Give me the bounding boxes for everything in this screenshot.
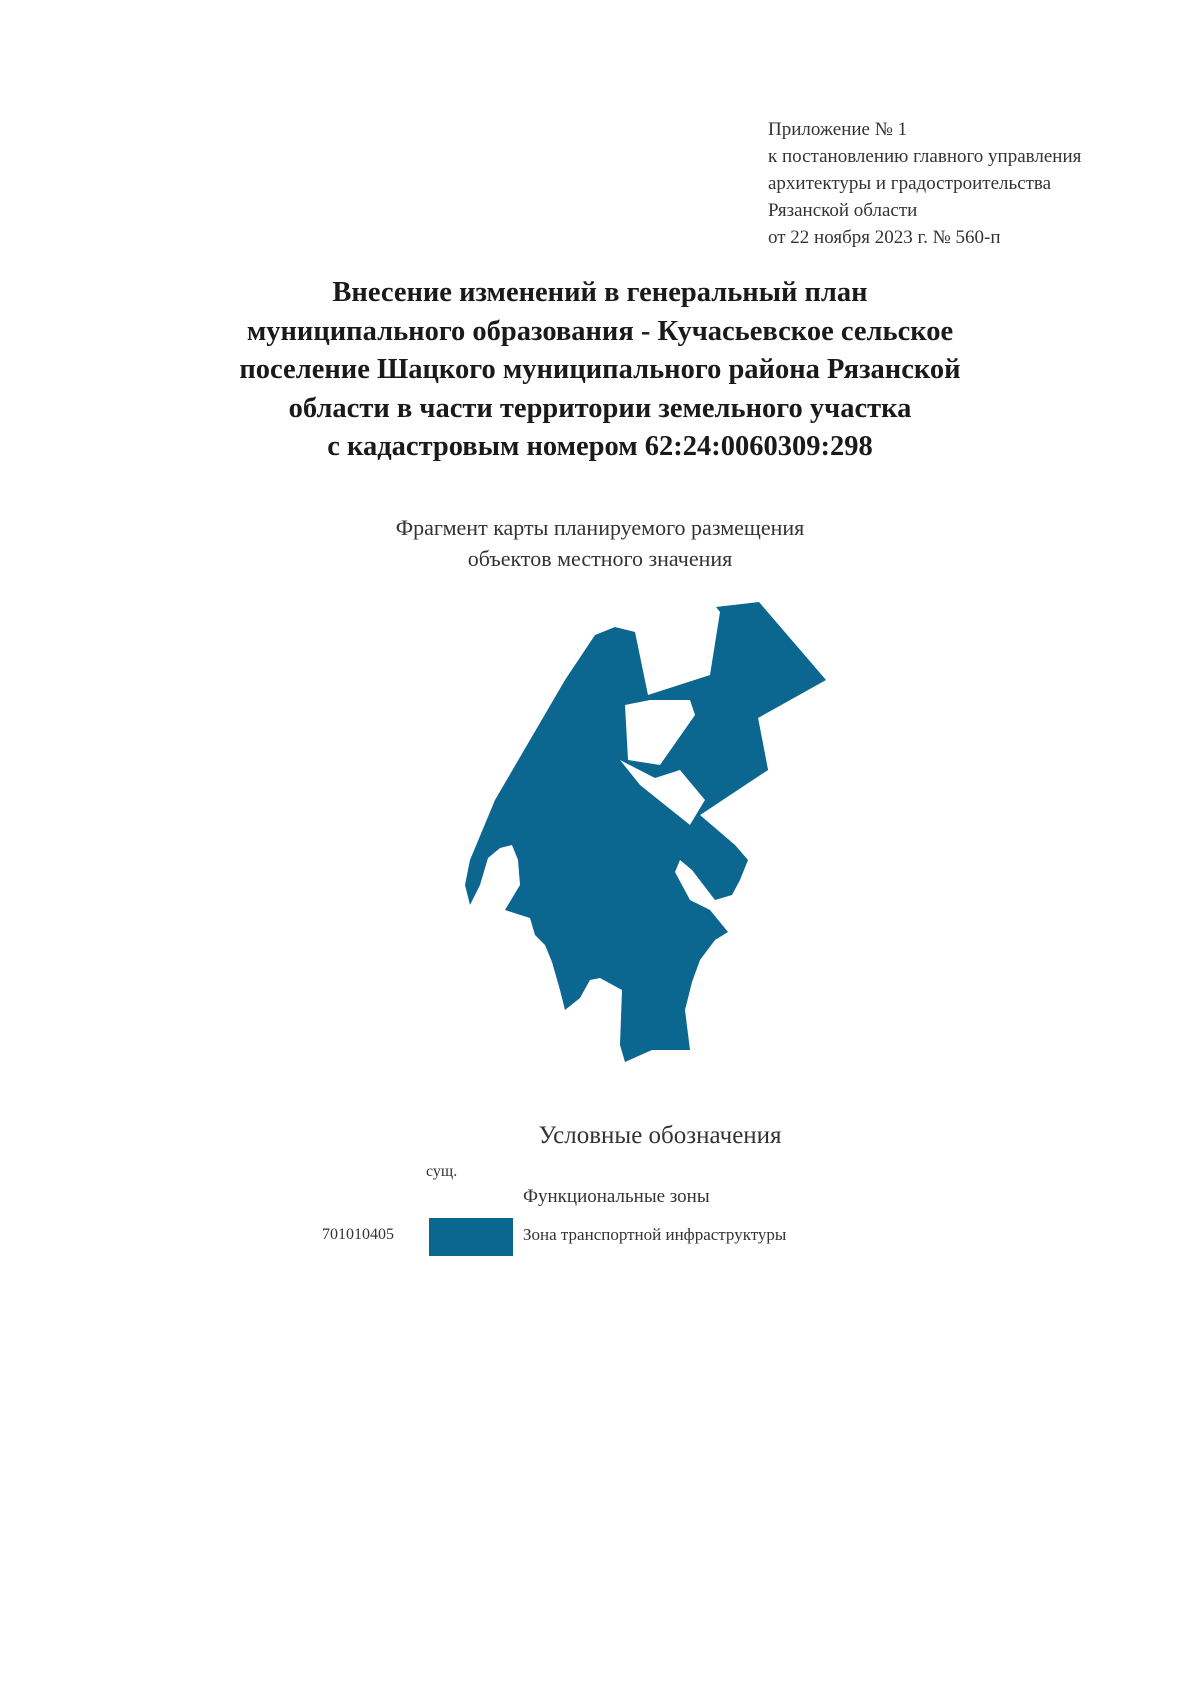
caption-line: Фрагмент карты планируемого размещения	[395, 515, 805, 540]
document-title	[100, 274, 1100, 467]
appendix-line: Рязанской области	[768, 200, 918, 221]
title-line: области в части территории земельного участка	[288, 392, 912, 424]
legend-item-label: Зона транспортной инфраструктуры	[523, 1225, 787, 1244]
legend-item-code: 701010405	[322, 1226, 394, 1243]
map-caption	[250, 512, 950, 574]
title-line: с кадастровым номером 62:24:0060309:298	[327, 431, 873, 462]
legend-status-label: сущ.	[426, 1163, 458, 1180]
title-line: муниципального образования - Кучасьевское сельское	[246, 315, 954, 347]
appendix-line: Приложение № 1	[768, 119, 908, 140]
title-line: Внесение изменений в генеральный план	[332, 277, 868, 308]
appendix-block	[768, 116, 1188, 251]
legend-group-heading: Функциональные зоны	[523, 1186, 710, 1207]
transport-zone-polygon	[465, 602, 826, 1062]
appendix-line: от 22 ноября 2023 г. № 560-п	[768, 227, 1001, 248]
transport-zone-notch	[690, 690, 768, 825]
caption-line: объектов местного значения	[467, 546, 733, 571]
legend-title: Условные обозначения	[538, 1122, 782, 1149]
appendix-line: архитектуры и градостроительства	[768, 173, 1052, 194]
appendix-line: к постановлению главного управления	[768, 146, 1082, 167]
legend-item-swatch	[429, 1218, 513, 1256]
title-line: поселение Шацкого муниципального района Рязанской	[239, 354, 961, 385]
